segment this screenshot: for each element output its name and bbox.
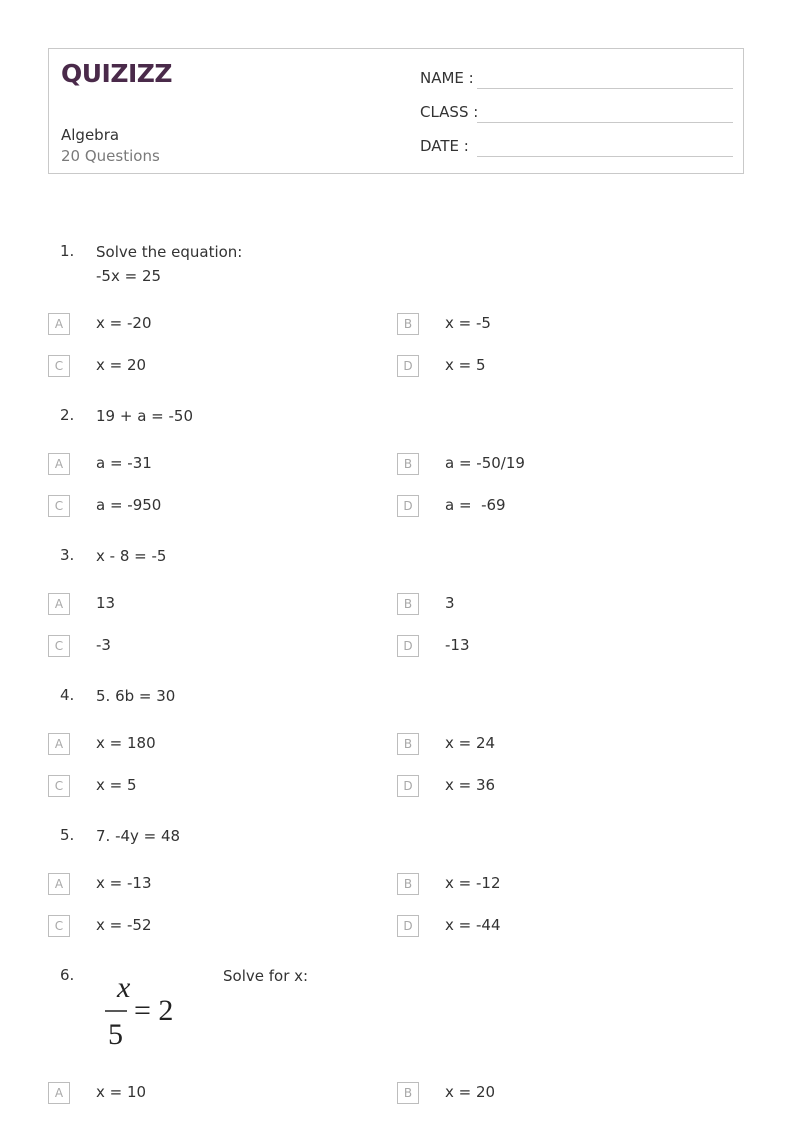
question-number: 2. <box>60 406 75 424</box>
question-text-line: x - 8 = -5 <box>96 547 167 565</box>
question-text-line: Solve the equation: <box>96 243 243 261</box>
date-label: DATE : <box>420 137 469 155</box>
option-text-a[interactable]: x = -20 <box>96 314 152 332</box>
name-line[interactable] <box>477 87 733 89</box>
option-text-d[interactable]: x = 5 <box>445 356 486 374</box>
option-text-b[interactable]: x = 20 <box>445 1083 496 1101</box>
option-letter-a[interactable]: A <box>48 733 70 755</box>
option-letter-c[interactable]: C <box>48 635 70 657</box>
option-letter-c[interactable]: C <box>48 355 70 377</box>
question-text-line: 7. -4y = 48 <box>96 827 181 845</box>
option-letter-b[interactable]: B <box>397 593 419 615</box>
option-text-d[interactable]: -13 <box>445 636 470 654</box>
class-label: CLASS : <box>420 103 479 121</box>
option-text-a[interactable]: 13 <box>96 594 116 612</box>
option-text-a[interactable]: x = -13 <box>96 874 152 892</box>
option-letter-d[interactable]: D <box>397 495 419 517</box>
question-number: 3. <box>60 546 75 564</box>
question-number: 4. <box>60 686 75 704</box>
date-line[interactable] <box>477 155 733 157</box>
question-text-line: -5x = 25 <box>96 267 162 285</box>
option-text-b[interactable]: x = -12 <box>445 874 501 892</box>
question-number: 1. <box>60 242 75 260</box>
option-letter-b[interactable]: B <box>397 313 419 335</box>
option-text-b[interactable]: x = -5 <box>445 314 491 332</box>
question-count: 20 Questions <box>61 147 160 165</box>
option-letter-d[interactable]: D <box>397 775 419 797</box>
option-letter-b[interactable]: B <box>397 873 419 895</box>
equation-numerator: x <box>117 971 131 1004</box>
question-text-line: 5. 6b = 30 <box>96 687 176 705</box>
option-letter-a[interactable]: A <box>48 1082 70 1104</box>
worksheet-header <box>48 48 744 174</box>
option-letter-d[interactable]: D <box>397 355 419 377</box>
class-line[interactable] <box>477 121 733 123</box>
option-text-d[interactable]: x = -44 <box>445 916 501 934</box>
option-text-d[interactable]: a = -69 <box>445 496 506 514</box>
option-letter-b[interactable]: B <box>397 733 419 755</box>
option-letter-d[interactable]: D <box>397 635 419 657</box>
question-text-line: 19 + a = -50 <box>96 407 193 425</box>
option-letter-a[interactable]: A <box>48 453 70 475</box>
option-letter-b[interactable]: B <box>397 453 419 475</box>
option-text-c[interactable]: x = 5 <box>96 776 137 794</box>
option-text-d[interactable]: x = 36 <box>445 776 496 794</box>
equation-image <box>104 970 194 1050</box>
question-number: 6. <box>60 966 75 984</box>
question-number: 5. <box>60 826 75 844</box>
worksheet-subject: Algebra <box>61 126 120 144</box>
name-label: NAME : <box>420 69 474 87</box>
equation-denominator: 5 <box>108 1018 123 1050</box>
option-text-b[interactable]: a = -50/19 <box>445 454 525 472</box>
option-text-b[interactable]: 3 <box>445 594 455 612</box>
option-letter-b[interactable]: B <box>397 1082 419 1104</box>
quizizz-logo: QUIZIZZ <box>61 59 173 88</box>
question-text-line: Solve for x: <box>223 967 309 985</box>
option-letter-c[interactable]: C <box>48 915 70 937</box>
option-text-a[interactable]: x = 10 <box>96 1083 147 1101</box>
option-text-c[interactable]: -3 <box>96 636 111 654</box>
option-text-c[interactable]: x = -52 <box>96 916 152 934</box>
option-letter-c[interactable]: C <box>48 495 70 517</box>
equation-rhs: = 2 <box>134 994 174 1027</box>
option-letter-a[interactable]: A <box>48 313 70 335</box>
option-letter-a[interactable]: A <box>48 593 70 615</box>
option-text-b[interactable]: x = 24 <box>445 734 496 752</box>
option-text-c[interactable]: a = -950 <box>96 496 162 514</box>
option-text-a[interactable]: x = 180 <box>96 734 156 752</box>
option-letter-d[interactable]: D <box>397 915 419 937</box>
option-letter-a[interactable]: A <box>48 873 70 895</box>
option-text-c[interactable]: x = 20 <box>96 356 147 374</box>
option-text-a[interactable]: a = -31 <box>96 454 152 472</box>
option-letter-c[interactable]: C <box>48 775 70 797</box>
